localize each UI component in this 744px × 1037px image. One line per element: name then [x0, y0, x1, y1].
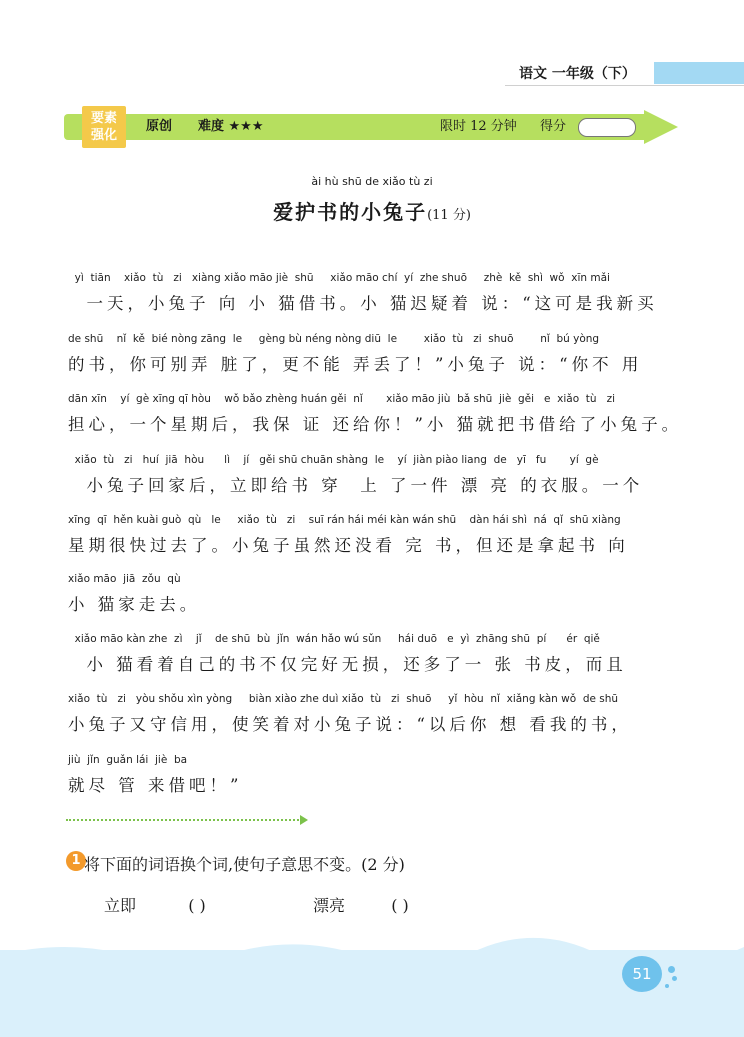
grade-label: 语文 一年级（下） — [519, 66, 636, 82]
question-text: 将下面的词语换个词,使句子意思不变。(2 分) — [84, 855, 405, 874]
passage-pinyin-line: xiǎo māo jiā zǒu qù — [68, 573, 181, 585]
difficulty-label: 难度 ★★★ — [198, 119, 264, 134]
answer-blank[interactable]: ( ) — [188, 896, 206, 915]
passage-pinyin-line: dān xīn yí gè xīng qī hòu wǒ bǎo zhèng huán gěi nǐ xiǎo māo jiù bǎ shū jiè gěi e xiǎo tù zi — [68, 393, 616, 405]
passage-text-line: 小兔子回家后，立即给书 穿 上 了一件 漂 亮 的衣服。一个 — [68, 476, 644, 495]
passage-pinyin-line: xiǎo tù zi yòu shǒu xìn yòng biàn xiào zhe duì xiǎo tù zi shuō yǐ hòu nǐ xiǎng kàn wǒ de shū — [68, 693, 619, 705]
answer-item — [313, 893, 409, 916]
badge-line-1: 要素 — [90, 111, 117, 126]
passage-text-line: 的书，你可别弄 脏了，更不能 弄丢了！”小兔子 说：“你不 用 — [68, 355, 643, 374]
badge-line-2: 强化 — [90, 128, 117, 143]
divider-arrow-icon — [300, 815, 308, 825]
grade-tab-decoration — [654, 62, 744, 84]
answer-word: 漂亮 — [313, 896, 346, 915]
answer-word: 立即 — [104, 896, 137, 915]
title-points: (11 分) — [427, 208, 471, 223]
page-number: 51 — [622, 956, 662, 992]
title-pinyin: ài hù shū de xiǎo tù zi — [311, 175, 433, 188]
passage-text-line: 小兔子又守信用，使笑着对小兔子说：“以后你 想 看我的书， — [68, 715, 632, 734]
answer-blank[interactable]: ( ) — [391, 896, 409, 915]
header-rule — [505, 85, 744, 86]
passage-pinyin-line: yì tiān xiǎo tù zi xiàng xiǎo māo jiè shū xiǎo māo chí yí zhe shuō zhè kě shì wǒ xīn mǎi — [68, 272, 610, 284]
score-input[interactable] — [578, 118, 636, 137]
title-text: 爱护书的小兔子 — [273, 200, 428, 224]
bubble-icon — [665, 984, 669, 988]
passage-pinyin-line: xiǎo tù zi huí jiā hòu lì jí gěi shū chuān shàng le yí jiàn piào liang de yī fu yí gè — [68, 454, 599, 466]
passage-text-line: 小 猫家走去。 — [68, 595, 201, 614]
dotted-divider — [66, 819, 302, 821]
time-limit-label: 限时 12 分钟 — [440, 119, 517, 134]
passage-text-line: 就尽 管 来借吧！” — [68, 776, 243, 795]
passage-pinyin-line: xiǎo māo kàn zhe zì jǐ de shū bù jǐn wán hǎo wú sǔn hái duō e yì zhāng shū pí ér qiě — [68, 633, 600, 645]
ribbon-arrow-icon — [644, 110, 678, 144]
passage-pinyin-line: xīng qī hěn kuài guò qù le xiǎo tù zi suī rán hái méi kàn wán shū dàn hái shì ná qǐ shū xiàng — [68, 514, 621, 526]
score-label: 得分 — [540, 119, 567, 134]
passage-text-line: 担心，一个星期后，我保 证 还给你！”小 猫就把书借给了小兔子。 — [68, 415, 683, 434]
page-title — [0, 196, 744, 225]
section-badge — [82, 106, 126, 148]
passage-text-line: 小 猫看着自己的书不仅完好无损，还多了一 张 书皮，而且 — [68, 655, 627, 674]
passage-pinyin-line: jiù jǐn guǎn lái jiè ba — [68, 754, 188, 766]
original-label: 原创 — [146, 119, 173, 134]
passage-text-line: 星期很快过去了。小兔子虽然还没看 完 书，但还是拿起书 向 — [68, 536, 629, 555]
passage-pinyin-line: de shū nǐ kě bié nòng zāng le gèng bù néng nòng diū le xiǎo tù zi shuō nǐ bú yòng — [68, 333, 600, 345]
question-number: 1 — [66, 851, 86, 871]
passage-text-line: 一天，小兔子 向 小 猫借书。小 猫迟疑着 说：“这可是我新买 — [68, 294, 658, 313]
answer-item — [104, 893, 206, 916]
bubble-icon — [672, 976, 677, 981]
bubble-icon — [668, 966, 675, 973]
